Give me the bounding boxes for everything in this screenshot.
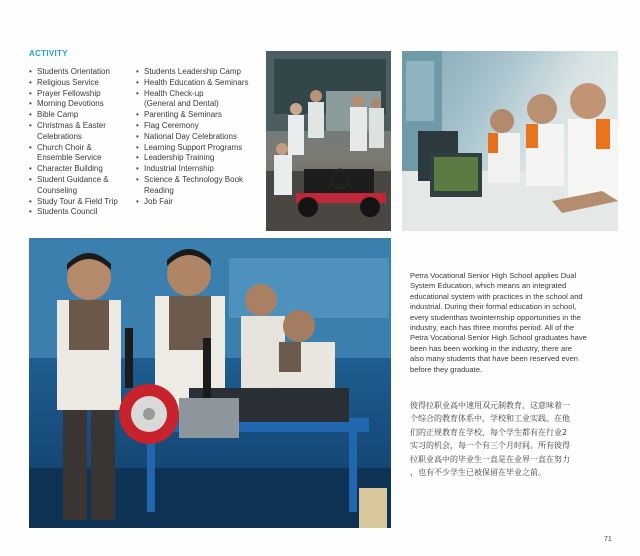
body-text-chinese [410,399,622,479]
activity-item-text: • National Day Celebrations [144,131,237,141]
activity-item-text: Ensemble Service [37,153,102,163]
activity-item-text: • Study Tour & Field Trip [37,196,118,206]
activity-item-text: • Prayer Fellowship [37,88,101,98]
paragraph-line: industry, each has three months period. All of the [410,323,575,333]
activity-item-text: • Health Education & Seminars [144,77,249,87]
workshop-kart-photo [266,51,391,231]
paragraph-line: 个综合的教育体系中，学校和工业实践。在他 [410,414,570,424]
activity-item-text: • Church Choir & [37,142,92,152]
paragraph-line: 实习的机会，每一个有三个月时间。所有彼得 [410,441,570,451]
paragraph-line: also many students that have been reserved even [410,354,579,364]
activity-item-text: • Industrial Internship [144,164,214,174]
paragraph-line: before they graduate. [410,364,483,374]
activity-item [136,67,262,78]
paragraph-line: ，也有不少学生已被保留在毕业之前。 [410,468,546,478]
activity-item-text: • Character Building [37,164,103,174]
activity-item [136,175,262,197]
activity-item [29,143,137,165]
body-text-english [410,271,620,375]
activity-item-text: • Learning Support Programs [144,142,243,152]
activity-item-text: • Parenting & Seminars [144,110,222,120]
paragraph-line: Petra Vocational Senior High School graduates have [410,333,587,343]
activity-item [29,78,137,89]
paragraph-line: educational system with practices in the school and [410,291,583,301]
activity-item-text: • Health Check-up [144,88,204,98]
activity-item [29,121,137,143]
activity-item [136,132,262,143]
activity-item-text: • Leadership Training [144,153,215,163]
activity-item-text: • Student Guidance & [37,174,109,184]
activity-item [29,67,137,78]
activity-item [29,207,137,218]
activity-item-text: Celebrations [37,131,82,141]
activity-item [136,78,262,89]
activity-item [136,121,262,132]
activity-item-text: • Students Leadership Camp [144,67,241,76]
computer-lab-illustration [402,51,618,231]
workshop-kart-illustration [266,51,391,231]
paragraph-line: industrial. During their formal education in school, [410,302,577,312]
paragraph-line: every studenthas twointernship opportunities in the [410,312,581,322]
activity-list-right [136,67,262,207]
activity-item-text: • Religious Service [37,77,99,87]
paragraph-line: been has been working in the industry, there are [410,343,572,353]
activity-item [136,110,262,121]
paragraph-line: System Education, which means an integrated [410,281,567,291]
activity-item [136,164,262,175]
paragraph-line: 拉职业高中的毕业生一直是在业界一直在努力 [410,454,570,464]
activity-item-text: • Morning Devotions [37,99,104,109]
page-number: 71 [604,536,612,543]
paragraph-line: Petra Vocational Senior High School applies Dual [410,271,577,280]
activity-item-text: • Science & Technology Book [144,174,244,184]
activity-item-text: Reading [144,185,174,195]
activity-item-text: Counseling [37,185,78,195]
activity-list-left [29,67,137,218]
activity-item [29,164,137,175]
engine-workshop-photo [29,238,391,528]
activity-item [29,175,137,197]
activity-item-text: • Christmas & Easter [37,120,106,130]
activity-item-text: • Flag Ceremony [144,120,199,130]
paragraph-line: 彼得拉职业高中速用双元制教育，这意味着一 [410,401,570,410]
activity-item [29,110,137,121]
activity-item-text: • Students Orientation [37,67,110,76]
activity-item [136,89,262,111]
computer-lab-photo [402,51,618,231]
activity-item [136,197,262,208]
activity-item-text: • Students Council [37,207,98,217]
activity-item [29,197,137,208]
section-title: ACTIVITY [29,49,68,58]
activity-item [29,99,137,110]
activity-item-text: • Job Fair [144,196,173,206]
activity-item [29,89,137,100]
activity-item [136,153,262,164]
engine-workshop-illustration [29,238,391,528]
activity-item [136,143,262,154]
activity-item-text: (General and Dental) [144,99,219,109]
paragraph-line: 们的正规教育在学校，每个学生都有在行业2 [410,427,568,437]
activity-item-text: • Bible Camp [37,110,79,120]
